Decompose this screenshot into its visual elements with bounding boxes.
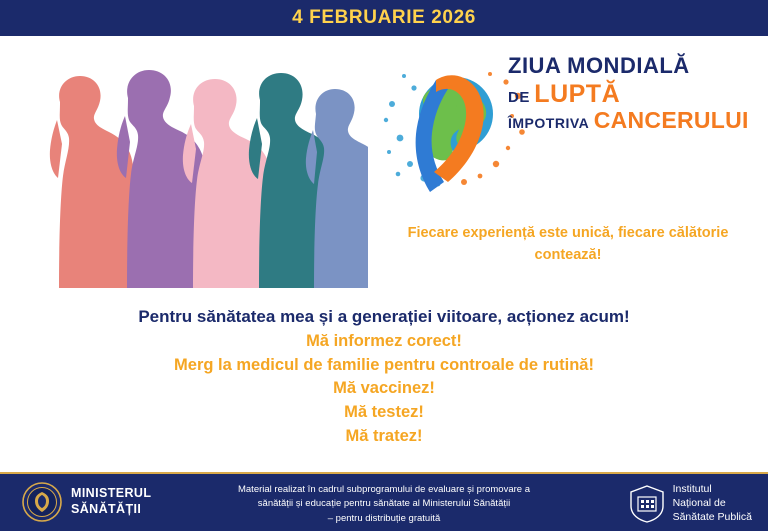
event-date: 4 FEBRUARIE 2026 [292,7,476,28]
message-item: Mă informez corect! [306,331,462,350]
title-de: DE [508,88,530,106]
insp-line-1: Institutul [672,483,712,495]
message-item: Mă vaccinez! [333,379,435,398]
tagline: Fiecare experiență este unică, fiecare călătorie contează! [407,225,729,264]
insp-line-3: Sănătate Publică [672,510,752,523]
message-item: Merg la medicul de familie pentru controale de rutină! [174,355,594,374]
footer-bar [0,472,768,531]
ministry-line-1: MINISTERUL [71,486,152,501]
silhouette-figure-1 [50,76,137,288]
title-lupta: LUPTĂ [534,79,621,108]
title-impotriva: ÎMPOTRIVA [508,115,590,131]
credit-text [190,483,578,526]
insp-label [673,483,752,525]
insp-block [630,483,752,525]
credit-line-1: Material realizat în cadrul subprogramului de evaluare și promovare a [237,484,530,495]
ministry-block [22,482,151,522]
message-item: Mă testez! [344,403,424,422]
title-line-2 [508,81,758,107]
campaign-logo-block [380,48,756,198]
campaign-title [508,54,758,133]
ministry-label [71,486,151,517]
women-silhouettes-illustration [16,56,368,288]
silhouettes-svg [16,56,368,288]
message-item: Pentru sănătatea mea și a generației viitoare, acționez acum! [138,307,630,326]
message-item: Mă tratez! [345,427,423,446]
title-line-1: ZIUA MONDIALĂ [508,53,690,78]
ministry-line-2: SĂNĂTĂȚII [71,502,142,516]
ministry-coat-of-arms-icon [22,482,62,522]
credit-line-3: – pentru distribuție gratuită [327,512,441,524]
message-list [0,305,768,449]
title-line-3 [508,108,758,133]
date-bar [0,0,768,36]
insp-line-2: Național de [672,496,726,509]
credit-line-2: sănătății și educație pentru sănătate al Ministerului Sănătății [257,498,511,510]
insp-shield-icon [630,485,664,523]
title-cancerului: CANCERULUI [593,107,749,133]
